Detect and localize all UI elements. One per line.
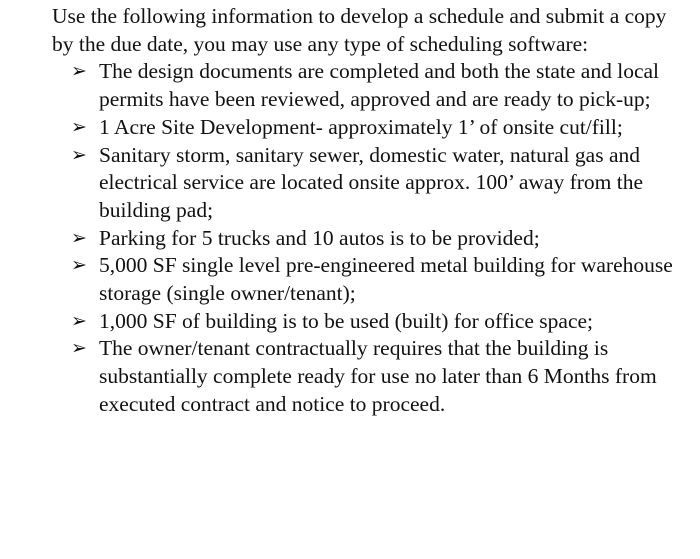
list-item [71,58,682,113]
requirements-list [52,58,682,418]
arrowhead-bullet-icon: ➢ [71,337,87,360]
arrowhead-bullet-icon: ➢ [71,143,87,166]
arrowhead-bullet-icon: ➢ [71,226,87,249]
document-body [52,3,682,419]
arrowhead-bullet-icon: ➢ [71,309,87,332]
list-item-text: Parking for 5 trucks and 10 autos is to be provided; [99,225,540,250]
arrowhead-bullet-icon: ➢ [71,254,87,277]
list-item-text: 1,000 SF of building is to be used (built) for office space; [99,308,594,333]
list-item [71,114,682,142]
list-item-text: Sanitary storm, sanitary sewer, domestic water, natural gas and electrical service are located onsite approx. 100’ away from the building pad; [99,142,644,222]
intro-paragraph: Use the following information to develop a schedule and submit a copy by the due date, you may use any type of scheduling software: [52,4,667,56]
list-item [71,252,682,307]
arrowhead-bullet-icon: ➢ [71,60,87,83]
list-item [71,335,682,418]
list-item-text: 5,000 SF single level pre-engineered metal building for warehouse storage (single owner/tenant); [99,253,673,306]
list-item-text: 1 Acre Site Development- approximately 1’ of onsite cut/fill; [99,114,623,139]
list-item [71,308,682,336]
arrowhead-bullet-icon: ➢ [71,115,87,138]
list-item-text: The design documents are completed and both the state and local permits have been reviewed, approved and are ready to pick-up; [99,59,660,112]
list-item [71,225,682,253]
list-item-text: The owner/tenant contractually requires that the building is substantially complete ready for use no later than 6 Months from executed contract and notice to proceed. [99,336,657,416]
list-item [71,142,682,225]
